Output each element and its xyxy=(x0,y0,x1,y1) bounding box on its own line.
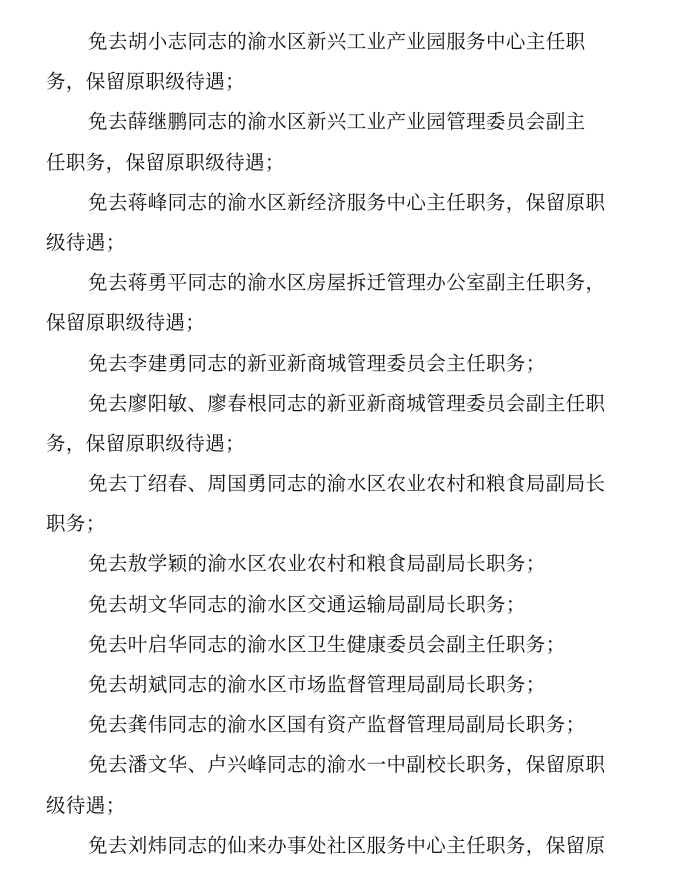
text-line: 免去胡文华同志的渝水区交通运输局副局长职务； xyxy=(88,592,526,616)
text-line: 务，保留原职级待遇； xyxy=(46,70,246,94)
document-body xyxy=(46,22,636,866)
text-line: 务，保留原职级待遇； xyxy=(46,431,246,455)
text-line: 免去蒋勇平同志的渝水区房屋拆迁管理办公室副主任职务， xyxy=(88,271,606,295)
text-line: 免去李建勇同志的新亚新商城管理委员会主任职务； xyxy=(88,351,546,375)
text-line: 免去敖学颖的渝水区农业农村和粮食局副局长职务； xyxy=(88,552,546,576)
text-line: 职务； xyxy=(46,512,106,536)
text-line: 免去薛继鹏同志的渝水区新兴工业产业园管理委员会副主 xyxy=(88,110,586,134)
text-line: 免去叶启华同志的渝水区卫生健康委员会副主任职务； xyxy=(88,632,566,656)
text-line: 免去丁绍春、周国勇同志的渝水区农业农村和粮食局副局长 xyxy=(88,472,606,496)
text-line: 免去廖阳敏、廖春根同志的新亚新商城管理委员会副主任职 xyxy=(88,391,606,415)
text-line: 级待遇； xyxy=(46,230,126,254)
text-line: 免去龚伟同志的渝水区国有资产监督管理局副局长职务； xyxy=(88,713,586,737)
text-line: 免去刘炜同志的仙来办事处社区服务中心主任职务，保留原 xyxy=(88,833,606,857)
text-line: 任职务，保留原职级待遇； xyxy=(46,150,285,174)
text-line: 免去潘文华、卢兴峰同志的渝水一中副校长职务，保留原职 xyxy=(88,753,606,777)
text-line: 免去蒋峰同志的渝水区新经济服务中心主任职务，保留原职 xyxy=(88,190,606,214)
text-line: 免去胡小志同志的渝水区新兴工业产业园服务中心主任职 xyxy=(88,30,586,53)
text-line: 免去胡斌同志的渝水区市场监督管理局副局长职务； xyxy=(88,673,546,696)
text-line: 保留原职级待遇； xyxy=(46,311,206,335)
text-line: 级待遇； xyxy=(46,793,126,817)
